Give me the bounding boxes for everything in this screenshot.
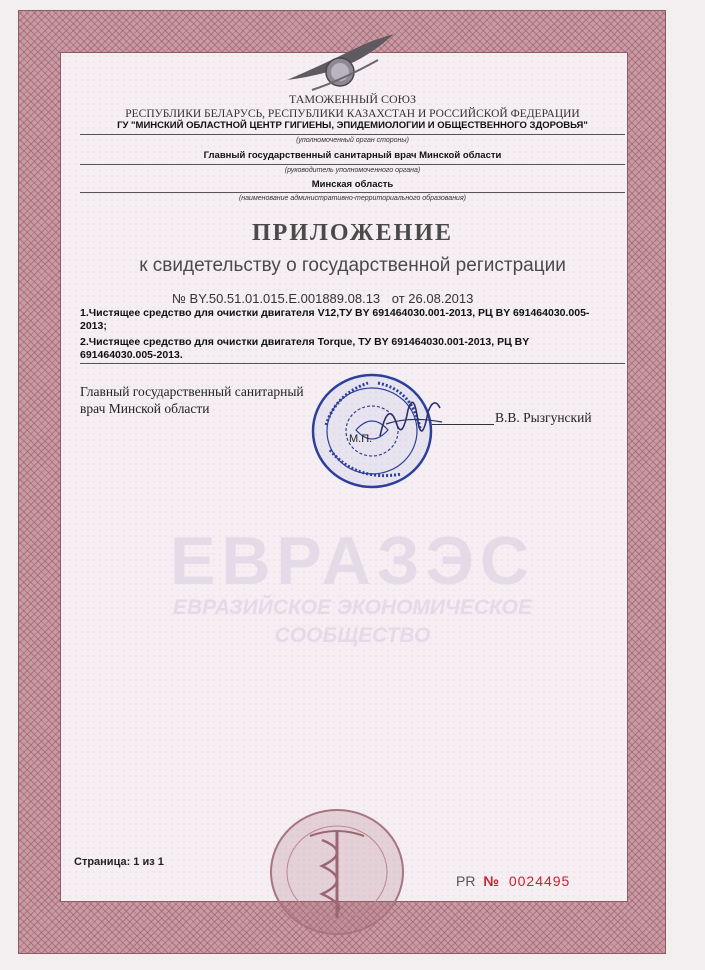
watermark-subtitle-1: ЕВРАЗИЙСКОЕ ЭКОНОМИЧЕСКОЕ [172, 596, 533, 619]
organization-caption: (уполномоченный орган стороны) [296, 137, 409, 144]
document-subtitle: к свидетельству о государственной регистрации [139, 255, 566, 276]
stamp-place-mark: М.П. [349, 433, 373, 445]
serial-number [456, 873, 570, 889]
page-counter: Страница: 1 из 1 [74, 856, 164, 868]
divider [80, 363, 625, 364]
position-line-2: врач Минской области [80, 401, 210, 416]
registration-date: от 26.08.2013 [391, 291, 474, 306]
region-name: Минская область [311, 179, 394, 190]
number-sign: № [483, 873, 499, 889]
head-official: Главный государственный санитарный врач Минской области [203, 150, 502, 161]
divider [80, 192, 625, 193]
position-line-1: Главный государственный санитарный [80, 384, 304, 399]
medical-emblem [262, 800, 412, 940]
product-item-2: 2.Чистящее средство для очистки двигателя Torque, ТУ BY 691464030.001-2013, РЦ BY 691464030.005-2013. [80, 336, 530, 361]
serial-value: 0024495 [508, 873, 571, 889]
head-caption: (руководитель уполномоченного органа) [284, 167, 421, 174]
registration-line [172, 291, 473, 306]
divider [80, 134, 625, 135]
signature-line [432, 424, 494, 425]
union-title: ТАМОЖЕННЫЙ СОЮЗ [289, 92, 416, 106]
product-item-1: 1.Чистящее средство для очистки двигателя V12,ТУ BY 691464030.001-2013, РЦ BY 691464030.005-2013; [80, 307, 590, 332]
organization-name: ГУ "МИНСКИЙ ОБЛАСТНОЙ ЦЕНТР ГИГИЕНЫ, ЭПИДЕМИОЛОГИИ И ОБЩЕСТВЕННОГО ЗДОРОВЬЯ" [117, 120, 588, 131]
handwritten-signature [376, 392, 446, 448]
divider [80, 164, 625, 165]
republics-line: РЕСПУБЛИКИ БЕЛАРУСЬ, РЕСПУБЛИКИ КАЗАХСТАН И РОССИЙСКОЙ ФЕДЕРАЦИИ [125, 108, 580, 120]
series-code: PR [456, 873, 476, 889]
document-title: ПРИЛОЖЕНИЕ [251, 220, 454, 246]
signatory-position [80, 383, 304, 417]
watermark-subtitle-2: СООБЩЕСТВО [274, 624, 431, 647]
registration-number: № BY.50.51.01.015.E.001889.08.13 [172, 291, 381, 306]
customs-union-emblem [282, 30, 402, 92]
signatory-name: В.В. Рызгунский [495, 410, 592, 425]
watermark-title: ЕВРАЗЭС [169, 523, 536, 599]
region-caption: (наименование административно-территориального образования) [238, 195, 467, 202]
